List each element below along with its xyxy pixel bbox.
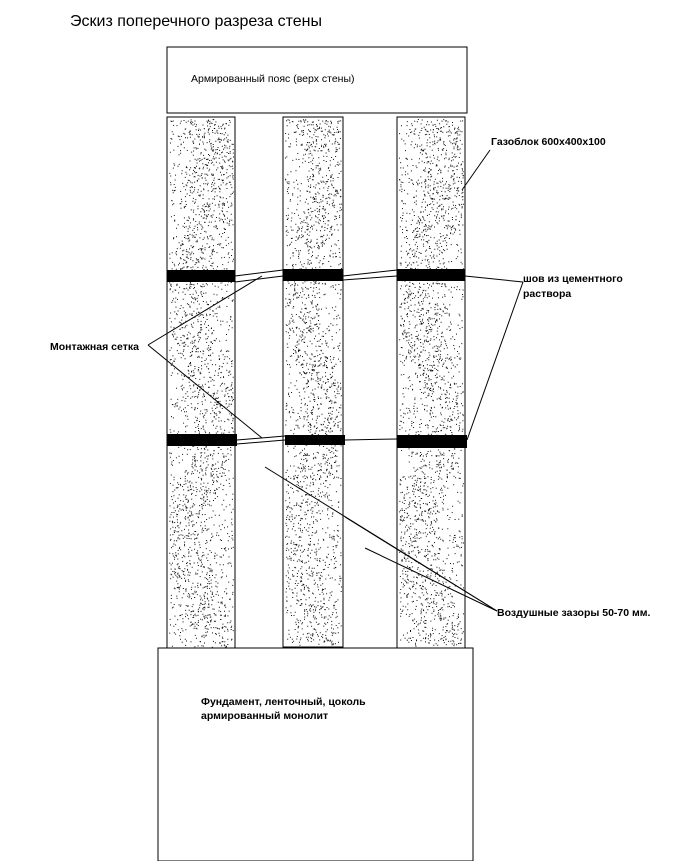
reinforced-band-label: Армированный пояс (верх стены) <box>191 73 355 85</box>
mortar-seam-upper-right <box>397 269 465 281</box>
air-gaps-label: Воздушные зазоры 50-70 мм. <box>497 607 651 619</box>
mortar-seam-lower-middle <box>285 435 345 445</box>
mortar-seam-lower-right <box>397 435 467 448</box>
diagram-title: Эскиз поперечного разреза стены <box>70 13 322 30</box>
foundation-label-line1: Фундамент, ленточный, цоколь <box>201 696 366 708</box>
mortar-seam-lower-left <box>167 434 237 446</box>
seam-label-line2: раствора <box>523 288 572 300</box>
foundation-label-line2: армированный монолит <box>201 710 329 722</box>
seam-label-leader-lower <box>467 282 523 440</box>
mesh-label: Монтажная сетка <box>50 341 139 353</box>
mesh-line <box>343 276 397 280</box>
mesh-line <box>237 440 285 444</box>
mortar-seam-upper-left <box>167 270 235 282</box>
mortar-seam-upper-middle <box>283 269 343 281</box>
seam-label-line1: шов из цементного <box>523 273 623 285</box>
foundation <box>158 648 473 861</box>
aerated-block-left <box>167 117 235 649</box>
mesh-line <box>343 270 397 276</box>
aerated-block-middle <box>283 117 343 647</box>
mesh-line <box>345 439 397 440</box>
mesh-line <box>235 276 283 282</box>
mesh-line <box>235 270 283 276</box>
block-label-leader <box>462 150 490 190</box>
block-label: Газоблок 600х400х100 <box>491 136 606 148</box>
seam-label-leader-upper <box>465 276 523 282</box>
